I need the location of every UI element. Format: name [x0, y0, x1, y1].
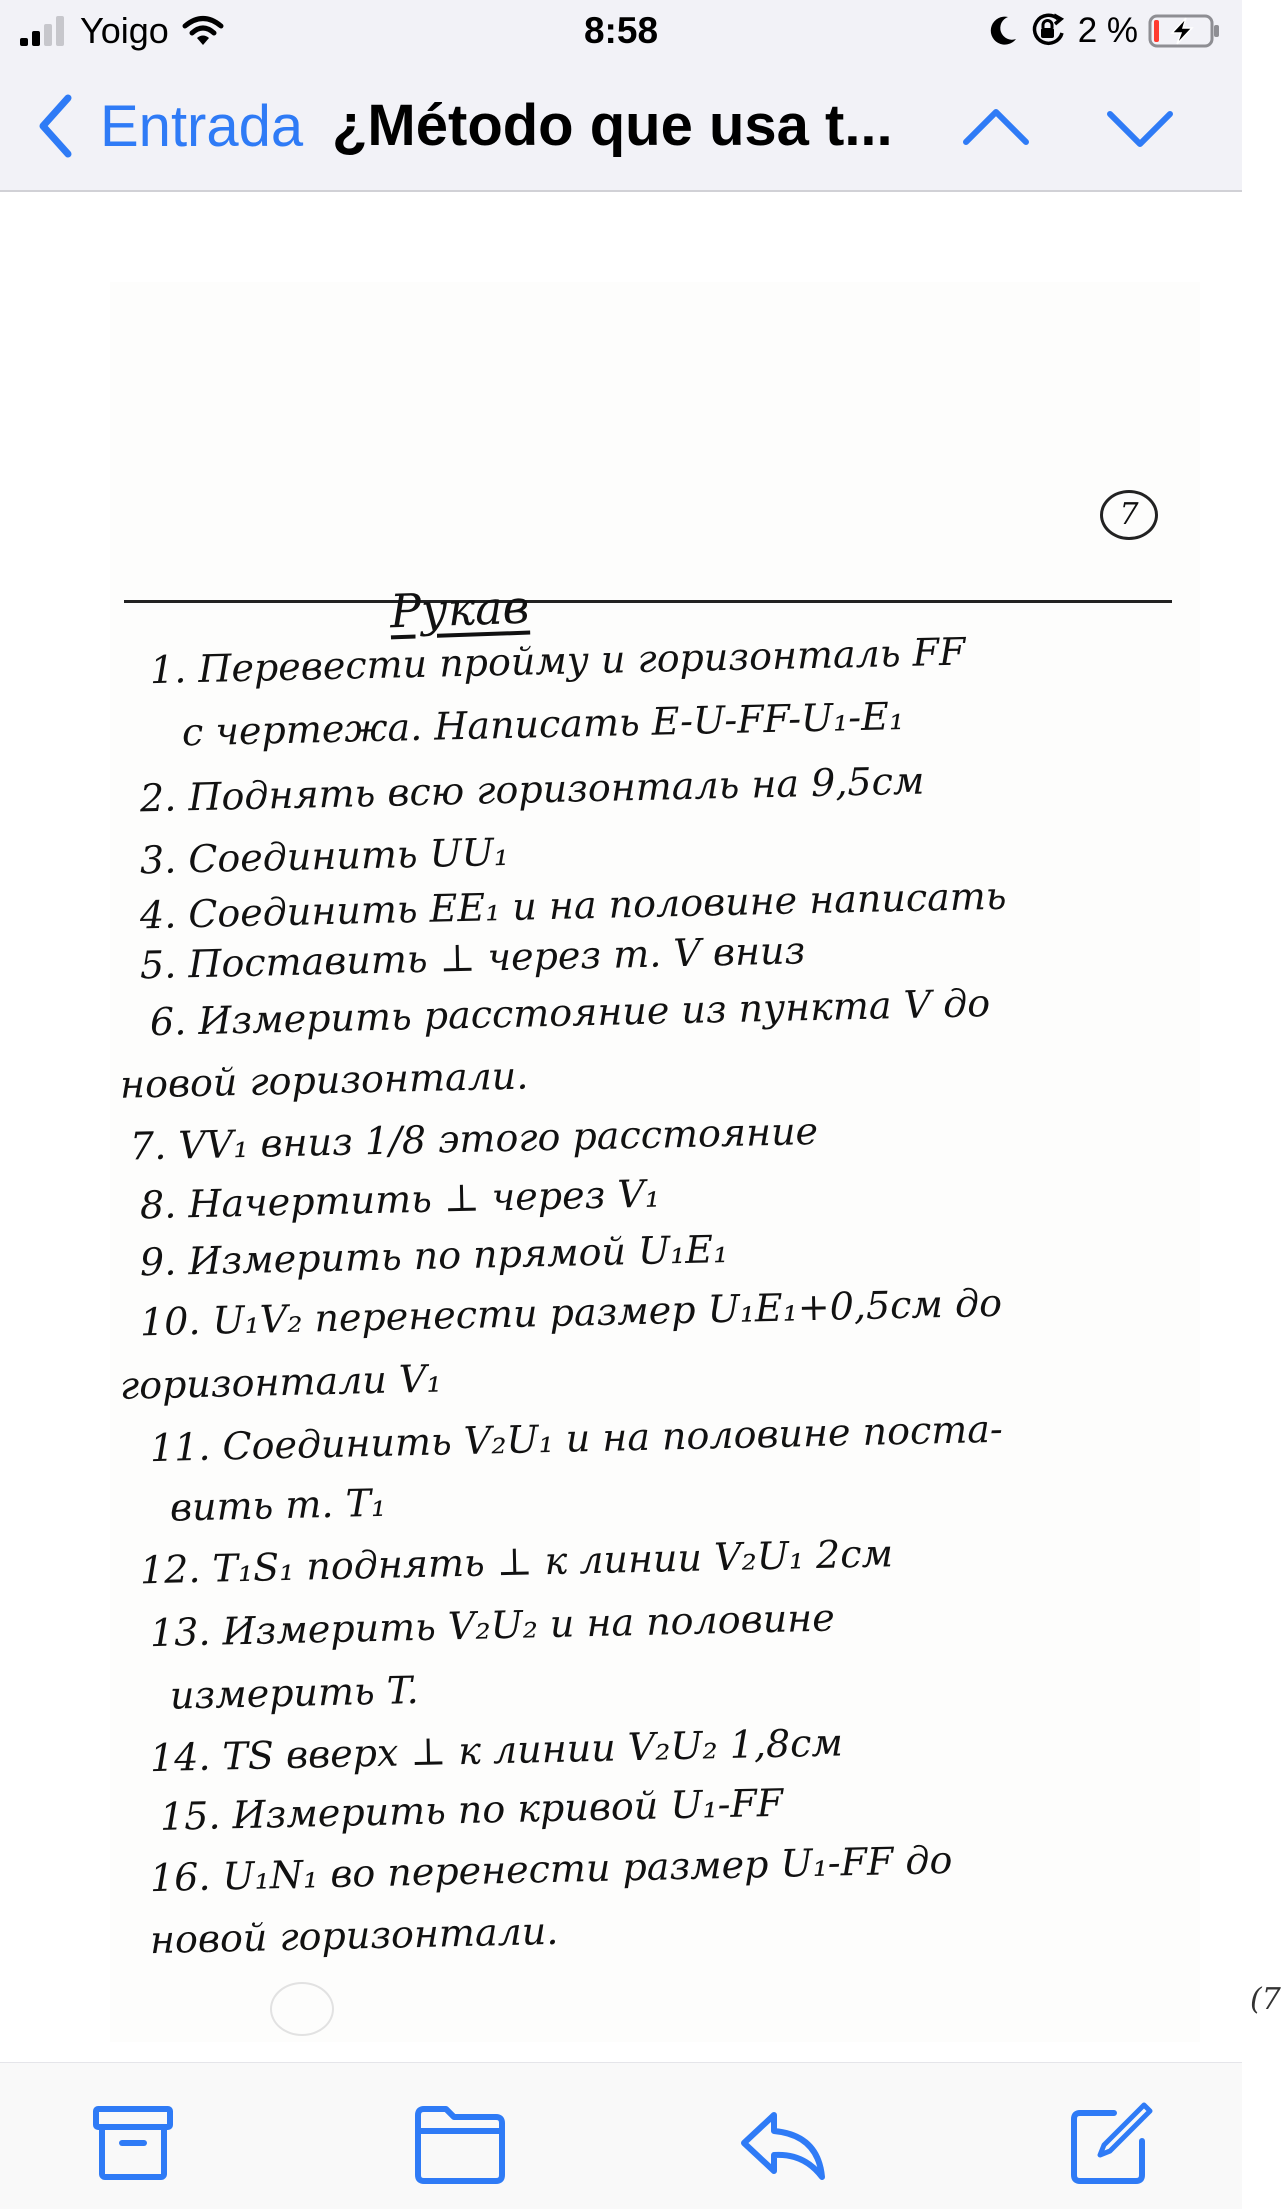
navigation-bar — [0, 62, 1242, 192]
archive-button[interactable] — [88, 2099, 178, 2189]
status-time: 8:58 — [583, 10, 659, 51]
chevron-down-icon — [1104, 92, 1176, 164]
chevron-up-icon — [960, 92, 1032, 164]
step-line: новой горизонтали. — [119, 1053, 529, 1107]
step-line: 9. Измерить по прямой U₁E₁ — [139, 1226, 729, 1285]
reply-icon — [738, 2099, 828, 2189]
back-label: Entrada — [100, 93, 304, 159]
step-line: 15. Измерить по кривой U₁-FF — [159, 1780, 784, 1839]
move-to-folder-button[interactable] — [412, 2099, 508, 2189]
sheet-title: Рукав — [389, 579, 531, 639]
rotation-lock-icon — [1028, 13, 1068, 49]
back-button[interactable] — [38, 82, 303, 170]
step-line: с чертежа. Написать E-U-FF-U₁-E₁ — [181, 693, 905, 755]
carrier-name: Yoigo — [80, 10, 169, 51]
step-line: вить т. T₁ — [169, 1480, 387, 1530]
step-line: 14. TS вверх ⊥ к линии V₂U₂ 1,8см — [149, 1720, 844, 1781]
archive-icon — [88, 2099, 178, 2189]
step-line: 1. Перевести пройму и горизонталь FF — [149, 629, 966, 693]
step-line: 4. Соединить EE₁ и на половине написать — [139, 873, 1007, 938]
step-line: 8. Начертить ⊥ через V₁ — [139, 1171, 661, 1228]
step-line: 11. Соединить V₂U₁ и на половине поста- — [149, 1406, 1004, 1471]
message-subject: ¿Método que usa t... — [332, 93, 893, 158]
step-line: 2. Поднять всю горизонталь на 9,5см — [139, 758, 925, 821]
step-line: измерить T. — [169, 1668, 420, 1718]
step-line: 6. Измерить расстояние из пункта V до — [149, 981, 991, 1045]
chevron-left-icon — [38, 94, 72, 158]
moon-icon — [988, 15, 1018, 47]
step-line: 7. VV₁ вниз 1/8 этого расстояние — [129, 1108, 819, 1169]
compose-icon — [1066, 2099, 1156, 2189]
battery-charging-icon — [1148, 14, 1222, 48]
top-rule — [124, 600, 1172, 603]
folder-icon — [412, 2099, 508, 2189]
status-bar — [0, 0, 1242, 62]
status-right — [988, 6, 1222, 56]
step-line: 16. U₁N₁ во перенести размер U₁-FF до — [149, 1837, 953, 1901]
attachment-scan[interactable] — [110, 282, 1281, 2042]
next-message-button[interactable] — [1104, 92, 1176, 164]
corner-mark: (7 — [1250, 1982, 1281, 2017]
step-line: 10. U₁V₂ перенести размер U₁E₁+0,5см до — [139, 1280, 1003, 1345]
step-list — [110, 629, 1210, 1972]
bottom-toolbar — [0, 2062, 1242, 2209]
page-number: 7 — [1100, 490, 1158, 540]
battery-percent: 2 % — [1077, 11, 1138, 50]
faint-stamp — [270, 1982, 334, 2036]
reply-button[interactable] — [738, 2099, 828, 2189]
message-body[interactable] — [0, 192, 1281, 2062]
previous-message-button[interactable] — [960, 92, 1032, 164]
step-line: 3. Соединить UU₁ — [139, 829, 510, 883]
step-line: горизонтали V₁ — [119, 1356, 443, 1408]
step-line: новой горизонтали. — [149, 1908, 559, 1963]
step-line: 5. Поставить ⊥ через т. V вниз — [139, 928, 806, 988]
step-line: 13. Измерить V₂U₂ и на половине — [149, 1595, 836, 1656]
step-line: 12. T₁S₁ поднять ⊥ к линии V₂U₁ 2см — [139, 1531, 894, 1593]
compose-button[interactable] — [1066, 2099, 1156, 2189]
